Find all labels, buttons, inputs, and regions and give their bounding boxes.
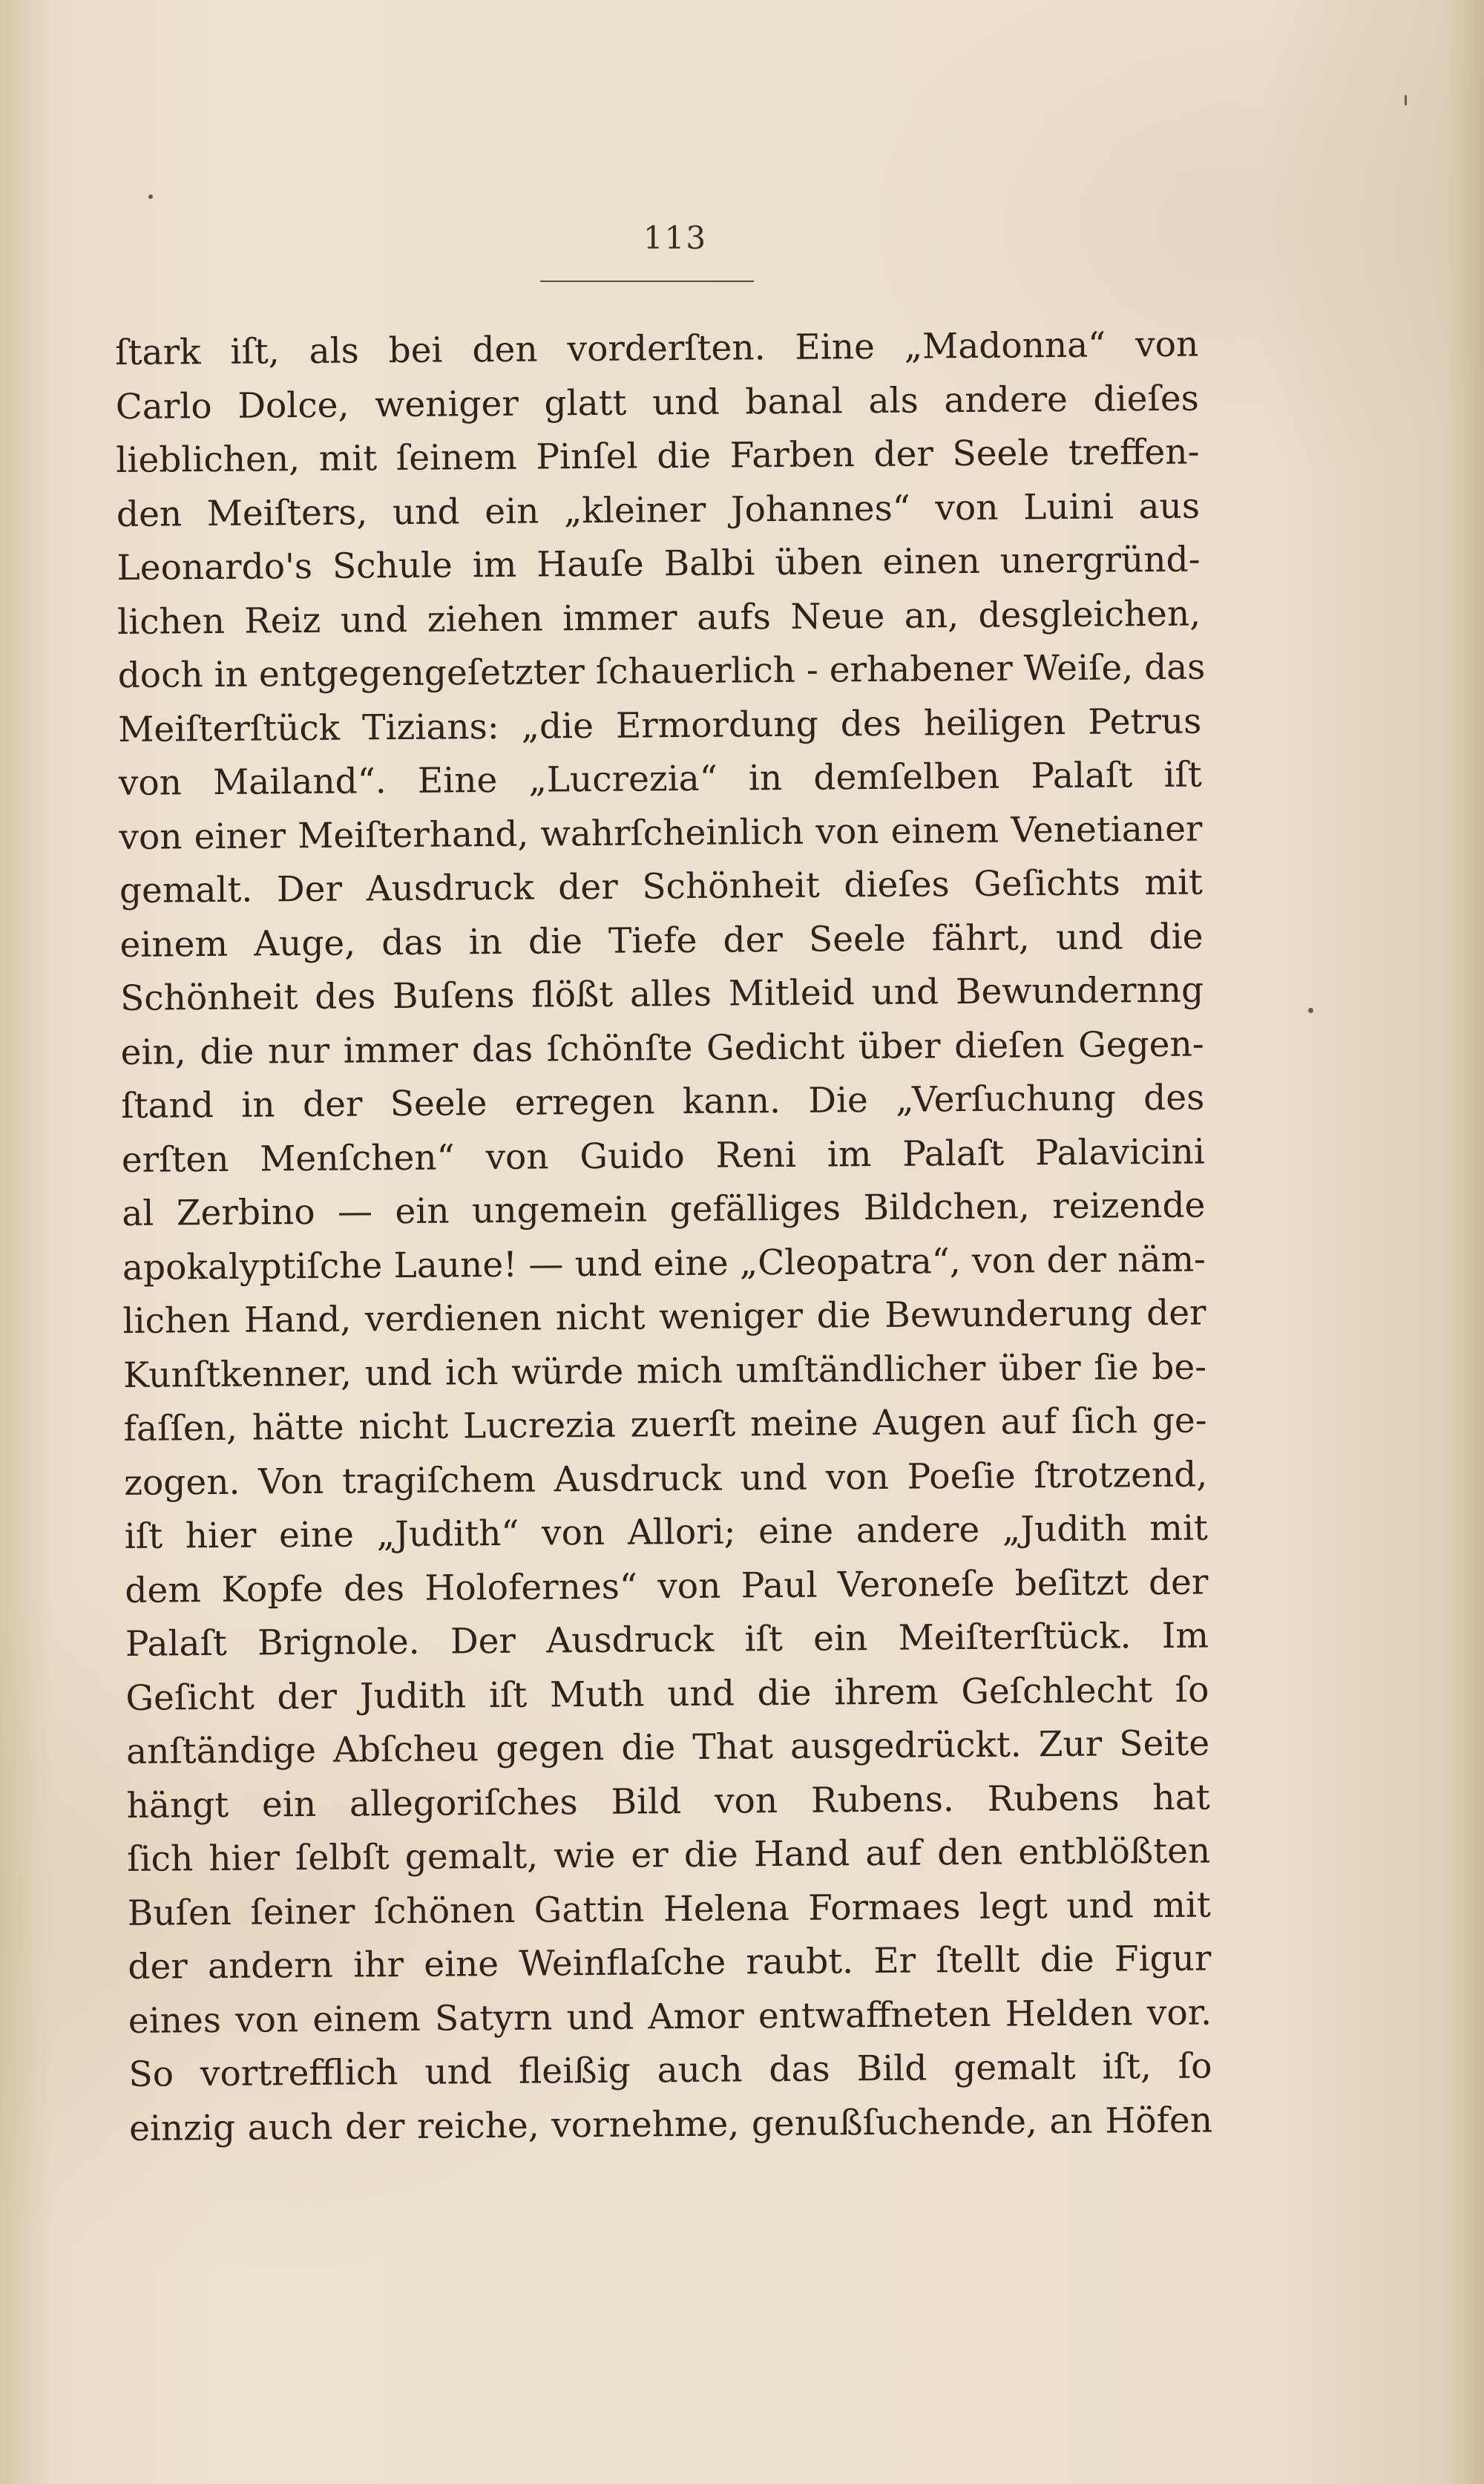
text-line: ſich hier ſelbſt gemalt, wie er die Hand auf den entblößten — [127, 1830, 1211, 1880]
text-line: Palaſt Brignole. Der Ausdruck iſt ein Meiſterſtück. Im — [125, 1615, 1209, 1665]
text-line: Meiſterſtück Tizians: „die Ermordung des heiligen Petrus — [118, 701, 1202, 750]
text-line: Buſen ſeiner ſchönen Gattin Helena Formaes legt und mit — [127, 1884, 1211, 1934]
text-line: Schönheit des Buſens flößt alles Mitleid und Bewundernng — [119, 969, 1204, 1019]
text-line: Carlo Dolce, weniger glatt und banal als andere dieſes — [115, 378, 1200, 427]
text-line: So vortrefflich und fleißig auch das Bild gemalt iſt, ſo — [128, 2045, 1212, 2095]
text-line: von Mailand“. Eine „Lucrezia“ in demſelben Palaſt iſt — [118, 754, 1203, 804]
text-line: der andern ihr eine Weinflaſche raubt. Er ſtellt die Figur — [128, 1938, 1212, 1987]
text-line: Kunſtkenner, und ich würde mich umſtändlicher über ſie be- — [122, 1346, 1207, 1396]
header-rule — [540, 281, 754, 282]
text-line: gemalt. Der Ausdruck der Schönheit dieſes Geſichts mit — [119, 862, 1204, 911]
page-number: 113 — [643, 220, 708, 256]
text-line: ſtand in der Seele erregen kann. Die „Verſuchung des — [121, 1077, 1205, 1127]
text-line: lichen Reiz und ziehen immer aufs Neue an, desgleichen, — [116, 593, 1201, 643]
text-line: von einer Meiſterhand, wahrſcheinlich von einem Venetianer — [119, 808, 1203, 858]
text-line: hängt ein allegoriſches Bild von Rubens. Rubens hat — [126, 1776, 1210, 1826]
text-line: lichen Hand, verdienen nicht weniger die Bewunderung der — [122, 1292, 1206, 1342]
text-line: den Meiſters, und ein „kleiner Johannes“ von Luini aus — [116, 485, 1201, 535]
text-line: ein, die nur immer das ſchönſte Gedicht über dieſen Gegen- — [120, 1023, 1204, 1073]
text-line: eines von einem Satyrn und Amor entwaffneten Helden vor. — [128, 1991, 1212, 2042]
text-line: Geſicht der Judith iſt Muth und die ihrem Geſchlecht ſo — [125, 1668, 1209, 1719]
body-text — [115, 318, 1212, 2156]
text-line: lieblichen, mit ſeinem Pinſel die Farben der Seele treffen- — [116, 431, 1200, 481]
text-line: apokalyptiſche Laune! — und eine „Cleopatra“, von der näm- — [122, 1238, 1206, 1288]
text-line: dem Kopfe des Holofernes“ von Paul Veroneſe beſitzt der — [125, 1561, 1209, 1611]
text-line: al Zerbino — ein ungemein gefälliges Bildchen, reizende — [122, 1184, 1206, 1234]
text-line: einzig auch der reiche, vornehme, genußſuchende, an Höfen — [128, 2099, 1213, 2149]
text-line: faſſen, hätte nicht Lucrezia zuerſt meine Augen auf ſich ge- — [123, 1400, 1207, 1449]
text-line: iſt hier eine „Judith“ von Allori; eine andere „Judith mit — [124, 1507, 1208, 1557]
text-line: ſtark iſt, als bei den vorderſten. Eine „Madonna“ von — [115, 324, 1199, 373]
text-line: doch in entgegengeſetzter ſchauerlich - erhabener Weiſe, das — [117, 646, 1206, 696]
paper-speck — [1308, 1008, 1313, 1013]
text-line: Leonardo's Schule im Hauſe Balbi üben einen unergründ- — [116, 539, 1201, 589]
text-line: einem Auge, das in die Tiefe der Seele fährt, und die — [119, 916, 1204, 966]
paper-speck — [1405, 95, 1407, 105]
text-line: anſtändige Abſcheu gegen die That ausgedrückt. Zur Seite — [125, 1723, 1210, 1772]
text-line: zogen. Von tragiſchem Ausdruck und von Poeſie ſtrotzend, — [124, 1453, 1208, 1504]
text-line: erſten Menſchen“ von Guido Reni im Palaſt Palavicini — [121, 1130, 1205, 1181]
paper-speck — [148, 194, 153, 199]
